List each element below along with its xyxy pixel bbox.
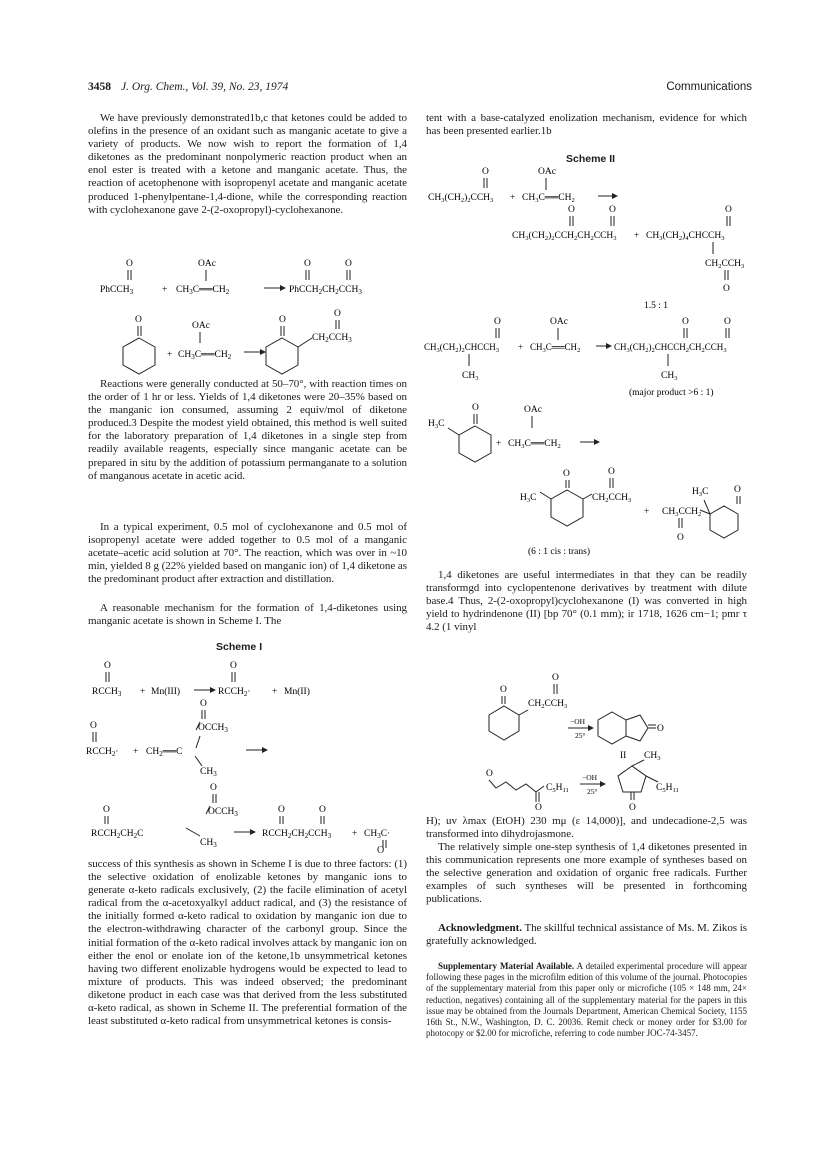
svg-text:O: O (535, 803, 542, 813)
svg-text:+: + (167, 350, 173, 360)
svg-text:O: O (135, 315, 142, 325)
section-title: Communications (666, 81, 752, 93)
svg-text:CH2CCH3: $CH_2CCH_3$ (312, 333, 352, 344)
svg-text:O: O (345, 259, 352, 269)
svg-text:+: + (496, 439, 502, 449)
left-paragraph-2: Reactions were generally conducted at 50–70°, with reaction times on the order of 1 hr or less. Yields of 1,4 diketones were 20–35% based on the manganic ion consumed, assuming 2 equiv/mol of diketone produced.3 Despite the modest yield obtained, this method is well suited for the laboratory preparation of 1,4 diketones in a single step from readily available reagents, especially since manganic acetate can be prepared in situ by the addition of potassium permanganate to a solution of manganous acetate in acetic acid. (88, 378, 407, 482)
acknowledgment-label: Acknowledgment. (438, 922, 522, 934)
scheme-1-oxygen-label: O (377, 845, 385, 856)
acknowledgment-text: The skillful technical assistance of Ms. M. Zikos is gratefully acknowledged. (426, 922, 747, 948)
svg-text:CH3(CH2)2CHCCH3: $CH_3(CH_2)_2CHCCH_3$ (424, 342, 500, 354)
svg-text:−OH: −OH (582, 773, 598, 782)
svg-text:O: O (629, 803, 636, 813)
svg-text:25°: 25° (575, 731, 586, 740)
svg-text:O: O (725, 205, 732, 215)
svg-text:CH3C══CH2: $CH_3C══CH_2$ (178, 350, 232, 361)
svg-text:OAc: OAc (524, 405, 542, 415)
svg-text:O: O (724, 317, 731, 327)
svg-text:OCCH3: $OCCH_3$ (208, 807, 238, 818)
svg-text:O: O (608, 467, 615, 477)
svg-text:CH3: $CH_3$ (661, 371, 678, 382)
left-paragraph-5: success of this synthesis as shown in Scheme I is due to three factors: (1) the selective oxidation of enolizable ketones by manganic ions to generate α-keto radicals exclusively, (2) the facile elimination of acetyl radical from the α-acetoxyalkyl adduct radical, and (3) the resistance of the initially formed α-keto radical to oxidation by manganic ion due to the electron-withdrawing character of the carbonyl group. Since the initial formation of the α-keto radical involves attack by manganic ion on either the enol or enolate ion of the ketone,1b unsymmetrical ketones having two different enolizable hydrogens would be expected to lead to mixture of products. This was indeed observed; the predominant diketone product in each case was that derived from the less substituted α-keto radical, as shown in Scheme II. The preferential formation of the least substituted α-keto radical from unsymmetrical ketones is consis- (88, 858, 407, 1028)
supplementary-text: A detailed experimental procedure will appear following these pages in the microfilm edition of this volume of the journal. Photocopies of the supplementary material from this paper only or microfiche (105 × 148 mm, 24× reduction, negatives) containing all of the supplementary material for the papers in this issue may be obtained from the Journals Department, American Chemical Society, 1155 16th St., N.W., Washington, D. C. 20036. Remit check or money order for $3.00 for photocopy or $2.00 for microfiche, referring to code number JOC-74-3457. (426, 961, 747, 1039)
right-paragraph-3: H); uv λmax (EtOH) 230 mμ (ε 14,000)], and undecadione-2,5 was transformed into dihydrojasmone. (426, 815, 747, 841)
svg-text:O: O (563, 469, 570, 479)
svg-text:+: + (352, 829, 358, 839)
svg-text:CH3CCH2: $CH_3CCH_2$ (662, 507, 702, 518)
svg-text:CH3C══CH2: $CH_3C══CH_2$ (508, 439, 561, 450)
left-paragraph-3: In a typical experiment, 0.5 mol of cyclohexanone and 0.5 mol of isopropenyl acetate were added together to 0.5 mol of a manganic acetate–acetic acid solution at 70°. The reaction, which was over in ~10 min, yielded 8 g (22% yielded based on manganic ion) of 1,4 diketone as the predominant product after extraction and distillation. (88, 521, 407, 586)
svg-text:RCCH2CH2C: $RCCH_2CH_2C$ (91, 829, 144, 840)
oac-label: OAc (198, 259, 216, 269)
svg-text:O: O (103, 805, 110, 815)
acetophenone-label: PhCCH$_3$ (100, 285, 134, 296)
phenylpentanedione-label: $PhCCH_2CH_2CCH_3$ (289, 285, 362, 296)
svg-text:O: O (500, 685, 507, 695)
scheme-1-title: Scheme I (216, 641, 263, 653)
svg-text:+: + (510, 193, 516, 203)
left-paragraph-1: We have previously demonstrated1b,c that ketones could be added to olefins in the presence of an oxidant such as manganic acetate to give a variety of products. We now wish to report the formation of 1,4 diketones as the predominant nonpolymeric reaction product when an enol ester is treated with a ketone and manganic acetate. Thus, the reaction of acetophenone with isopropenyl acetate and manganic acetate produced 1-phenylpentane-1,4-dione, while the corresponding reaction with cyclohexanone gave 2-(2-oxopropyl)-cyclohexanone. (88, 112, 407, 216)
svg-text:CH3(CH2)2CHCCH2CH2CCH3: $CH_3(CH_2)_2CHCCH_2CH_2CCH_3$ (614, 342, 727, 354)
svg-text:25°: 25° (587, 787, 598, 796)
oxygen-label: O (126, 259, 133, 269)
compound-ii-label: II (620, 751, 627, 761)
svg-text:OAc: OAc (538, 167, 556, 177)
svg-text:OCCH3: $OCCH_3$ (198, 723, 228, 734)
right-paragraph-2: 1,4 diketones are useful intermediates in that they can be readily transformgd into cyclopentenone derivatives by treatment with dilute base.4 Thus, 2-(2-oxopropyl)cyclohexanone (I) was converted in high yield to hydrindenone (II) [bp 70° (0.1 mm); ir 1718, 1626 cm−1; pmr τ 4.2 (1 vinyl (426, 569, 747, 634)
svg-text:O: O (200, 699, 207, 709)
svg-text:−OH: −OH (570, 717, 586, 726)
svg-text:O: O (677, 533, 684, 543)
svg-text:RCCH2·: $RCCH_2\cdot$ (218, 687, 251, 698)
svg-text:CH3: $CH_3$ (644, 751, 661, 762)
left-paragraph-4: A reasonable mechanism for the formation of 1,4-diketones using manganic acetate is shown in Scheme I. The (88, 602, 407, 628)
svg-text:+: + (634, 231, 640, 241)
reaction-scheme-diketones (88, 252, 408, 374)
svg-text:RCCH2CH2CCH3: $RCCH_2CH_2CCH_3$ (262, 829, 332, 840)
svg-text:O: O (304, 259, 311, 269)
svg-text:RCCH2·: $RCCH_2\cdot$ (86, 747, 119, 758)
svg-text:H3C: $H_3C$ (520, 493, 537, 504)
svg-text:O: O (482, 167, 489, 177)
svg-text:CH3C·: $CH_3C\cdot$ (364, 829, 391, 840)
isopropenyl-label: $CH_3C══CH_2$ (176, 285, 230, 296)
svg-text:+: + (644, 507, 650, 517)
svg-text:+: + (140, 687, 146, 697)
svg-text:O: O (334, 309, 341, 319)
supplementary-label: Supplementary Material Available. (438, 961, 575, 971)
right-paragraph-4: The relatively simple one-step synthesis of 1,4 diketones presented in this communication represents one more example of syntheses based on the selective generation and oxidation of organic free radicals. Further examples of such syntheses will be presented in forthcoming publications. (426, 841, 747, 906)
svg-text:OAc: OAc (192, 321, 210, 331)
svg-text:CH3: $CH_3$ (200, 838, 217, 849)
major-product-note: (major product >6 : 1) (629, 388, 714, 398)
svg-text:CH2CCH3: $CH_2CCH_3$ (592, 493, 632, 504)
svg-text:+: + (518, 342, 524, 352)
cyclization-graphic (484, 668, 704, 813)
page-number: 3458 (88, 81, 111, 93)
svg-text:CH2CCH3: $CH_2CCH_3$ (705, 259, 745, 270)
svg-text:H3C: $H_3C$ (428, 419, 445, 430)
product-ratio: 1.5 : 1 (644, 301, 669, 311)
svg-text:CH3: $CH_3$ (462, 371, 479, 382)
svg-text:C5H11: $C_5H_{11}$ (656, 783, 679, 794)
svg-text:Mn(II): Mn(II) (284, 687, 310, 697)
svg-text:O: O (486, 769, 493, 779)
acknowledgment (426, 922, 747, 948)
svg-text:O: O (568, 205, 575, 215)
svg-text:O: O (230, 661, 237, 671)
journal-citation: J. Org. Chem., Vol. 39, No. 23, 1974 (121, 81, 289, 93)
page-header (88, 81, 752, 97)
svg-text:Mn(III): Mn(III) (151, 687, 181, 697)
svg-text:+: + (133, 747, 139, 757)
svg-text:O: O (494, 317, 501, 327)
svg-text:CH3(CH2)2CCH3: $CH_3(CH_2)_2CCH_3$ (428, 193, 494, 204)
svg-text:O: O (278, 805, 285, 815)
svg-text:CH3(CH2)4CHCCH3: $CH_3(CH_2)_4CHCCH_3$ (646, 231, 725, 242)
svg-text:O: O (210, 783, 217, 793)
svg-text:CH2CCH3: $CH_2CCH_3$ (528, 699, 568, 710)
svg-text:O: O (657, 724, 664, 734)
svg-text:O: O (552, 673, 559, 683)
right-paragraph-1: tent with a base-catalyzed enolization mechanism, evidence for which has been presented earlier.1b (426, 112, 747, 138)
svg-text:O: O (279, 315, 286, 325)
cis-trans-ratio: (6 : 1 cis : trans) (528, 547, 591, 557)
svg-text:O: O (472, 403, 479, 413)
svg-text:+: + (272, 687, 278, 697)
svg-text:H3C: $H_3C$ (692, 487, 709, 498)
svg-text:CH3: $CH_3$ (200, 767, 217, 778)
svg-text:CH2══C: $CH_2══C$ (146, 747, 183, 758)
supplementary-material (426, 961, 747, 1039)
scheme-2-graphic (426, 162, 756, 562)
svg-text:OAc: OAc (550, 317, 568, 327)
svg-text:CH3(CH2)2CCH2CH2CCH3: $CH_3(CH_2)_2CCH_2CH_2CCH_3$ (512, 231, 617, 242)
svg-text:O: O (319, 805, 326, 815)
svg-text:O: O (609, 205, 616, 215)
svg-text:RCCH3: $RCCH_3$ (92, 687, 122, 698)
scheme-1-graphic (88, 656, 408, 852)
scheme-2-title: Scheme II (566, 153, 616, 165)
plus-sign: + (162, 285, 168, 295)
svg-text:O: O (682, 317, 689, 327)
svg-text:O: O (723, 284, 730, 294)
svg-text:O: O (90, 721, 97, 731)
svg-text:C5H11: $C_5H_{11}$ (546, 783, 569, 794)
svg-text:O: O (104, 661, 111, 671)
svg-text:CH3C══CH2: $CH_3C══CH_2$ (522, 193, 575, 204)
svg-text:O: O (734, 485, 741, 495)
svg-text:CH3C══CH2: $CH_3C══CH_2$ (530, 342, 581, 354)
